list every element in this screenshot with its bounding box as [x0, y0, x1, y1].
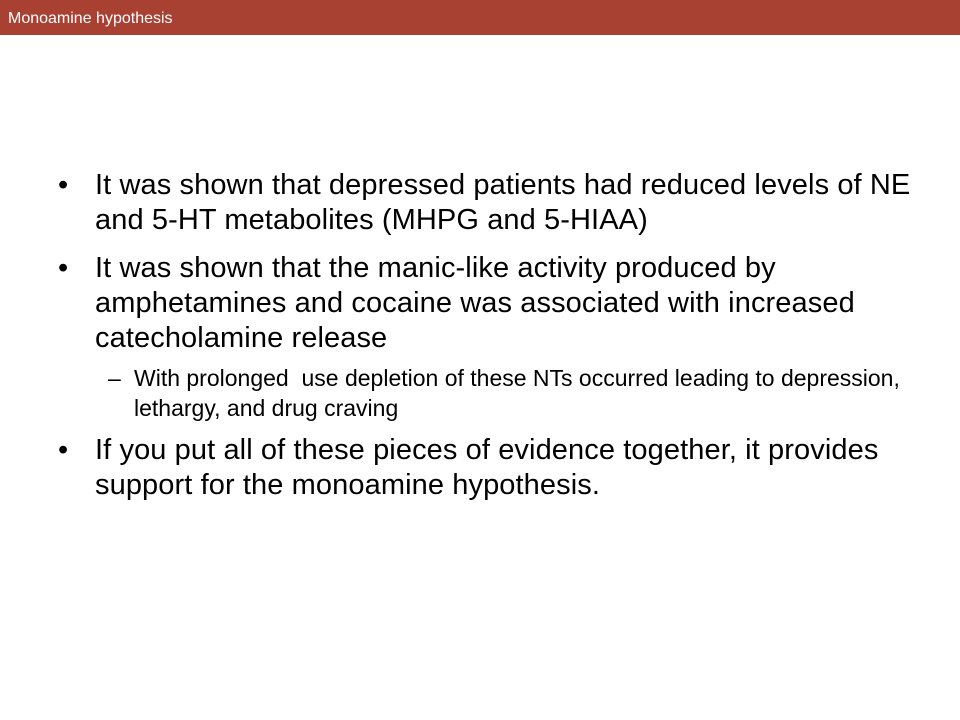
slide-content: [58, 168, 938, 516]
sub-bullet-text: With prolonged use depletion of these NTs occurred leading to depression, lethargy, and drug craving: [134, 365, 907, 421]
bullet-item: [58, 433, 938, 503]
sub-bullet-marker: –: [108, 365, 121, 391]
bullet-text: It was shown that the manic-like activity produced by amphetamines and cocaine was associated with increased catecholamine release: [95, 252, 855, 354]
sub-bullet-item: [108, 363, 938, 423]
bullet-marker: •: [58, 434, 69, 466]
slide-header-title: Monoamine hypothesis: [8, 10, 173, 27]
bullet-text: It was shown that depressed patients had reduced levels of NE and 5-HT metabolites (MHPG and 5-HIAA): [95, 169, 911, 236]
header-bar: [0, 0, 960, 35]
bullet-item: [58, 168, 938, 238]
bullet-text: If you put all of these pieces of evidence together, it provides support for the monoamine hypothesis.: [95, 434, 879, 501]
bullet-item: [58, 251, 938, 356]
bullet-marker: •: [58, 252, 69, 284]
bullet-marker: •: [58, 169, 69, 201]
